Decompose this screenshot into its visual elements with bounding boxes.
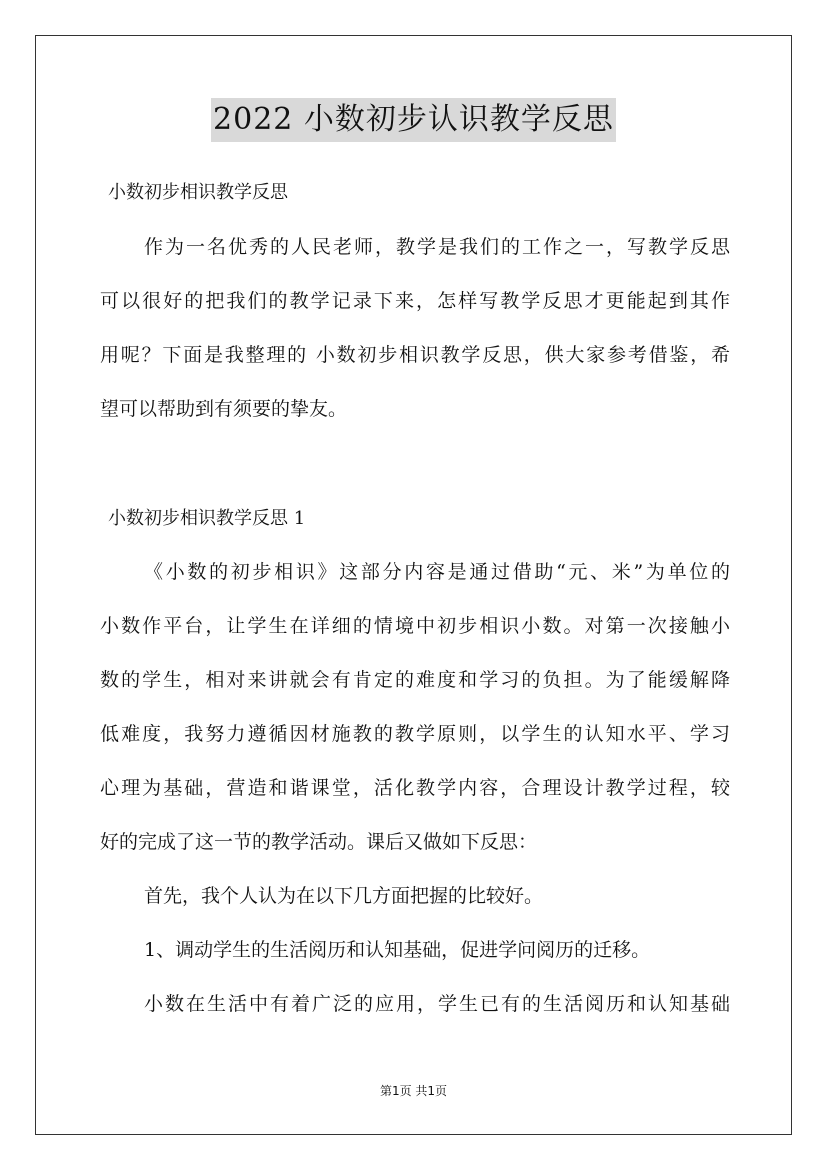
document-title: 2022 小数初步认识教学反思 — [211, 98, 616, 142]
page-footer: 第1页 共1页 — [379, 1084, 448, 1098]
section-line-5: 心理为基础，营造和谐课堂，活化教学内容，合理设计教学过程，较 — [100, 777, 730, 799]
title-container — [0, 98, 827, 142]
intro-line-3: 用呢？下面是我整理的 小数初步相识教学反思，供大家参考借鉴，希 — [100, 344, 730, 366]
section-line-1: 《小数的初步相识》这部分内容是通过借助“元、米”为单位的 — [144, 561, 730, 583]
section-line-4: 低难度，我努力遵循因材施教的教学原则，以学生的认知水平、学习 — [100, 723, 730, 745]
paragraph-last: 小数在生活中有着广泛的应用，学生已有的生活阅历和认知基础 — [144, 993, 730, 1015]
section-line-6: 好的完成了这一节的教学活动。课后又做如下反思： — [100, 831, 538, 853]
section-heading: 小数初步相识教学反思 1 — [108, 508, 306, 529]
paragraph-first: 首先，我个人认为在以下几方面把握的比较好。 — [144, 885, 544, 907]
section-line-2: 小数作平台，让学生在详细的情境中初步相识小数。对第一次接触小 — [100, 615, 730, 637]
intro-line-2: 可以很好的把我们的教学记录下来，怎样写教学反思才更能起到其作 — [100, 290, 730, 312]
paragraph-point-1: 1、调动学生的生活阅历和认知基础，促进学问阅历的迁移。 — [144, 939, 651, 961]
intro-line-4: 望可以帮助到有须要的挚友。 — [100, 398, 348, 420]
document-subtitle: 小数初步相识教学反思 — [108, 182, 288, 203]
intro-line-1: 作为一名优秀的人民老师，教学是我们的工作之一，写教学反思 — [144, 236, 730, 258]
section-line-3: 数的学生，相对来讲就会有肯定的难度和学习的负担。为了能缓解降 — [100, 669, 730, 691]
